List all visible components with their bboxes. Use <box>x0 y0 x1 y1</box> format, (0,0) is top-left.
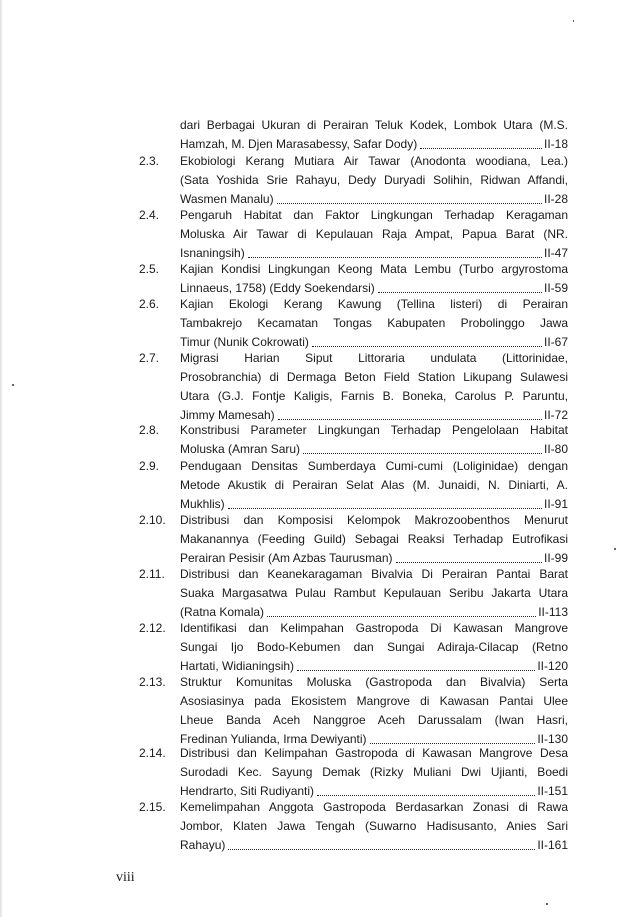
dot-leader <box>267 603 536 617</box>
entry-page-number: II-99 <box>543 551 568 565</box>
entry-line-text: Jimmy Mamesah) <box>180 408 275 422</box>
dot-leader <box>277 190 542 204</box>
dot-leader <box>317 782 535 796</box>
entry-title <box>180 798 568 855</box>
entry-title <box>180 260 568 298</box>
entry-title <box>180 744 568 801</box>
entry-line: dari Berbagai Ukuran di Perairan Teluk Kodek, Lombok Utara (M.S. <box>180 118 568 132</box>
entry-number: 2.13. <box>139 675 166 689</box>
dot-leader <box>303 440 542 454</box>
entry-line-text: Fredinan Yulianda, Irma Dewiyanti) <box>180 732 367 746</box>
dot-leader <box>312 333 542 347</box>
entry-page-number: II-91 <box>543 497 568 511</box>
entry-page-number: II-72 <box>543 408 568 422</box>
entry-line: Suaka Margasatwa Pulau Rambut Kepulauan Seribu Jakarta Utara <box>180 586 568 600</box>
entry-line: Ekobiologi Kerang Mutiara Air Tawar (Anodonta woodiana, Lea.) <box>180 154 568 168</box>
entry-line-text: Hendrarto, Siti Rudiyanti) <box>180 784 315 798</box>
dot-leader <box>297 657 535 671</box>
entry-line-text: Wasmen Manalu) <box>180 192 274 206</box>
scan-speck <box>573 20 574 22</box>
entry-line: Utara (G.J. Fontje Kaligis, Farnis B. Boneka, Carolus P. Paruntu, <box>180 389 568 403</box>
entry-title <box>180 457 568 514</box>
entry-title <box>180 206 568 263</box>
dot-leader <box>378 279 542 293</box>
entry-page-number: II-130 <box>537 732 568 746</box>
entry-line: Migrasi Harian Siput Littoraria undulata (Littorinidae, <box>180 351 568 365</box>
entry-page-number: II-59 <box>543 281 568 295</box>
entry-line: Identifikasi dan Kelimpahan Gastropoda Di Kawasan Mangrove <box>180 621 568 635</box>
entry-number: 2.15. <box>139 800 166 814</box>
entry-title <box>180 295 568 352</box>
entry-page-number: II-67 <box>543 335 568 349</box>
entry-title <box>180 673 568 749</box>
entry-page-number: II-28 <box>543 192 568 206</box>
entry-title <box>180 116 568 154</box>
entry-title <box>180 511 568 568</box>
dot-leader <box>396 549 542 563</box>
entry-line-text: Moluska (Amran Saru) <box>180 442 301 456</box>
page-number: viii <box>116 870 135 885</box>
dot-leader <box>228 836 535 850</box>
dot-leader <box>248 244 542 258</box>
entry-line: Tambakrejo Kecamatan Tongas Kabupaten Probolinggo Jawa <box>180 316 568 330</box>
entry-line: Kemelimpahan Anggota Gastropoda Berdasarkan Zonasi di Rawa <box>180 800 568 814</box>
entry-title <box>180 421 568 459</box>
dot-leader <box>370 730 536 744</box>
entry-page-number: II-120 <box>537 659 568 673</box>
entry-page-number: II-151 <box>537 784 568 798</box>
dot-leader <box>228 495 542 509</box>
entry-line: Lheue Banda Aceh Nanggroe Aceh Darussalam (Iwan Hasri, <box>180 713 568 727</box>
entry-number: 2.5. <box>139 262 160 276</box>
entry-number: 2.10. <box>139 513 166 527</box>
entry-number: 2.14. <box>139 746 166 760</box>
entry-line: Metode Akustik di Perairan Selat Alas (M. Junaidi, N. Diniarti, A. <box>180 478 568 492</box>
entry-line: Kajian Ekologi Kerang Kawung (Tellina listeri) di Perairan <box>180 297 568 311</box>
entry-number: 2.8. <box>139 423 160 437</box>
entry-line: Prosobranchia) di Dermaga Beton Field Station Likupang Sulawesi <box>180 370 568 384</box>
entry-number: 2.7. <box>139 351 160 365</box>
scan-speck <box>546 903 548 905</box>
entry-line-text: Rahayu) <box>180 838 226 852</box>
entry-line: Distribusi dan Kelimpahan Gastropoda di Kawasan Mangrove Desa <box>180 746 568 760</box>
entry-line: Struktur Komunitas Moluska (Gastropoda dan Bivalvia) Serta <box>180 675 568 689</box>
entry-number: 2.6. <box>139 297 160 311</box>
entry-number: 2.3. <box>139 154 160 168</box>
entry-line: Pengaruh Habitat dan Faktor Lingkungan Terhadap Keragaman <box>180 208 568 222</box>
entry-line: Distribusi dan Komposisi Kelompok Makrozoobenthos Menurut <box>180 513 568 527</box>
page-edge-shadow <box>0 0 3 917</box>
dot-leader <box>278 406 542 420</box>
entry-title <box>180 619 568 676</box>
entry-line: Distribusi dan Keanekaragaman Bivalvia Di Perairan Pantai Barat <box>180 567 568 581</box>
entry-line <box>180 836 568 855</box>
entry-line-text: Hamzah, M. Djen Marasabessy, Safar Dody) <box>180 137 418 151</box>
entry-line: Konstribusi Parameter Lingkungan Terhadap Pengelolaan Habitat <box>180 423 568 437</box>
entry-line: Makanannya (Feeding Guild) Sebagai Reaksi Terhadap Eutrofikasi <box>180 532 568 546</box>
scan-speck <box>614 548 616 550</box>
entry-number: 2.11. <box>139 567 165 581</box>
entry-line: Sungai Ijo Bodo-Kebumen dan Sungai Adiraja-Cilacap (Retno <box>180 640 568 654</box>
scan-speck <box>12 384 14 386</box>
entry-line-text: Mukhlis) <box>180 497 225 511</box>
entry-page-number: II-113 <box>538 605 568 619</box>
entry-line: Jombor, Klaten Jawa Tengah (Suwarno Hadisusanto, Anies Sari <box>180 819 568 833</box>
dot-leader <box>420 135 542 149</box>
entry-number: 2.12. <box>139 621 166 635</box>
entry-line-text: Linnaeus, 1758) (Eddy Soekendarsi) <box>180 281 375 295</box>
entry-number: 2.4. <box>139 208 160 222</box>
entry-line: (Sata Yoshida Srie Rahayu, Dedy Duryadi Solihin, Ridwan Affandi, <box>180 173 568 187</box>
entry-number: 2.9. <box>139 459 160 473</box>
entry-line-text: Isnaningsih) <box>180 246 245 260</box>
entry-title <box>180 565 568 622</box>
entry-line: Kajian Kondisi Lingkungan Keong Mata Lembu (Turbo argyrostoma <box>180 262 568 276</box>
entry-page-number: II-161 <box>537 838 568 852</box>
entry-page-number: II-47 <box>543 246 568 260</box>
entry-page-number: II-80 <box>543 442 568 456</box>
entry-line: Surodadi Kec. Sayung Demak (Rizky Muliani Dwi Ujianti, Boedi <box>180 765 568 779</box>
entry-page-number: II-18 <box>543 137 568 151</box>
entry-title <box>180 349 568 425</box>
entry-line: Asosiasinya pada Ekosistem Mangrove di Kawasan Pantai Ulee <box>180 694 568 708</box>
entry-line-text: Timur (Nunik Cokrowati) <box>180 335 309 349</box>
entry-line-text: Hartati, Widianingsih) <box>180 659 295 673</box>
entry-line: Moluska Air Tawar di Kepulauan Raja Ampat, Papua Barat (NR. <box>180 227 568 241</box>
entry-line-text: (Ratna Komala) <box>180 605 265 619</box>
entry-line: Pendugaan Densitas Sumberdaya Cumi-cumi (Loliginidae) dengan <box>180 459 568 473</box>
entry-title <box>180 152 568 209</box>
entry-line-text: Perairan Pesisir (Am Azbas Taurusman) <box>180 551 393 565</box>
